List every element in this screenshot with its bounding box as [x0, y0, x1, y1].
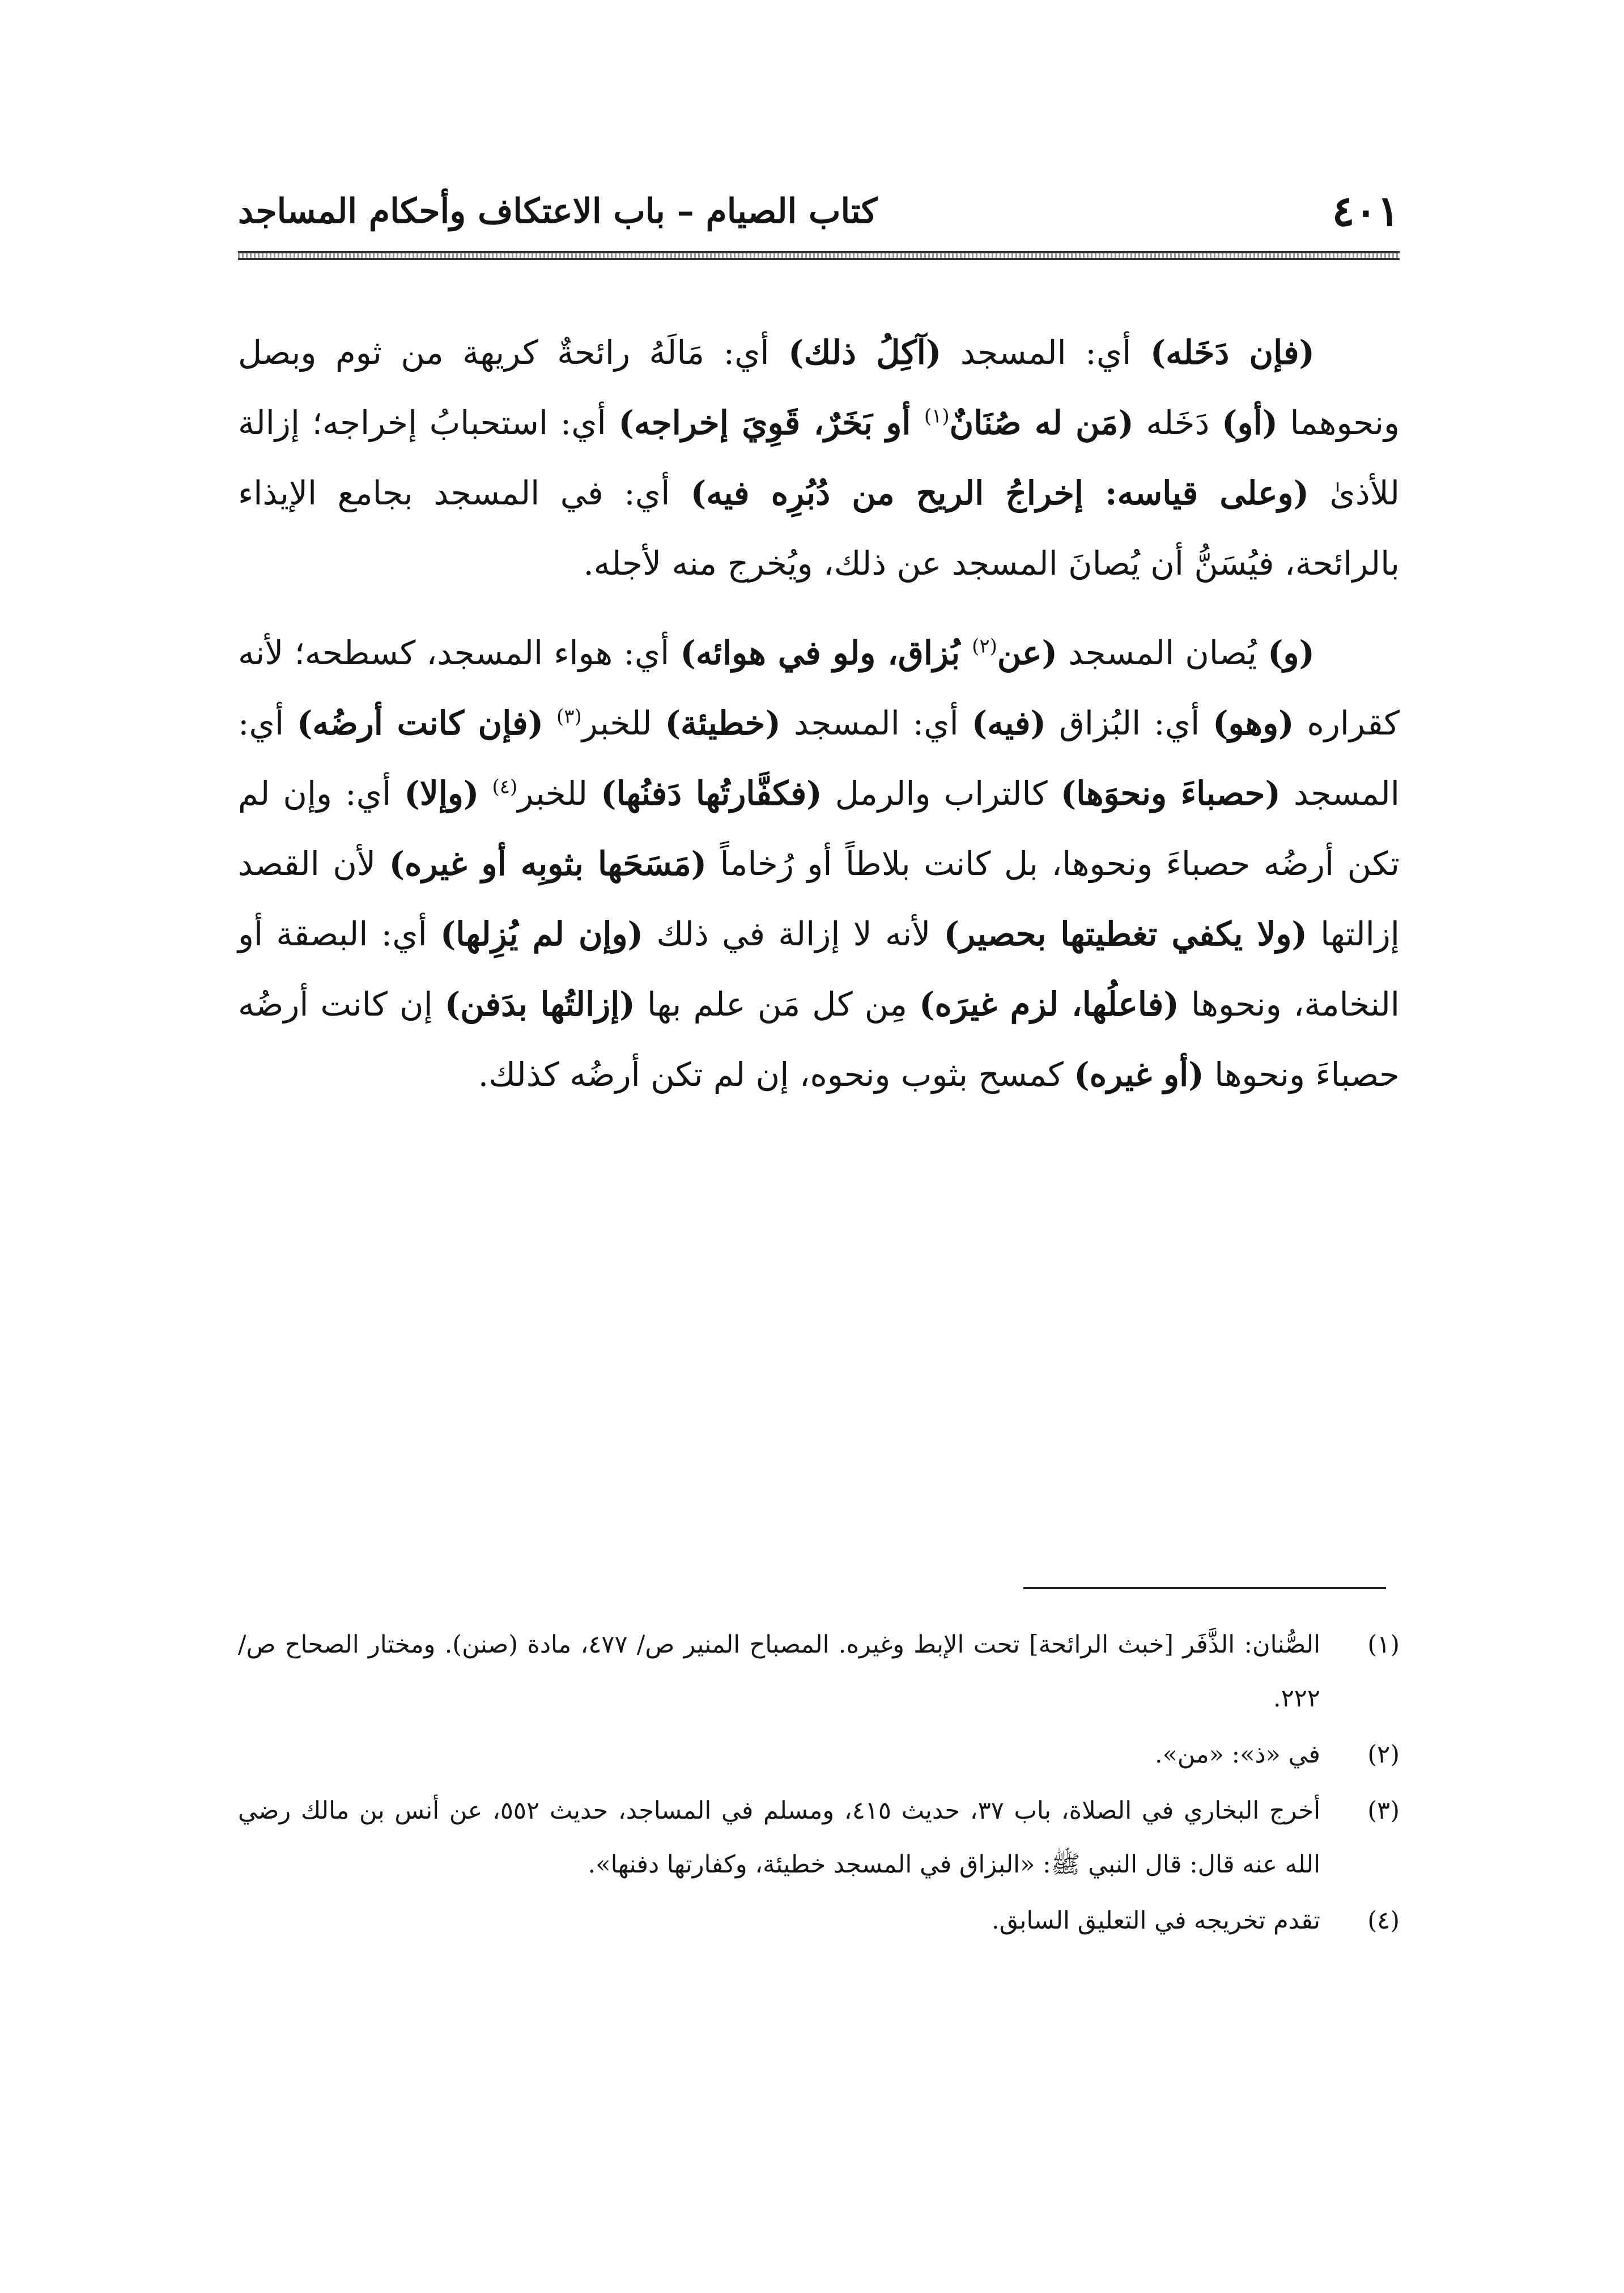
- footnote-item: [238, 1618, 1400, 1726]
- commentary-text: دَخَله: [1133, 404, 1222, 442]
- commentary-text: أي: وإن لم تكن أرضُه حصباءَ ونحوها، بل كانت بلاطاً أو رُخاماً: [238, 774, 1400, 883]
- bold-quote: (خطيئة): [665, 704, 781, 742]
- footnote-text: الصُّنان: الذَّفَر [خبث الرائحة] تحت الإبط وغيره. المصباح المنير ص/ ٤٧٧، مادة (صنن). ومختار الصحاح ص/ ٢٢٢.: [238, 1630, 1321, 1713]
- footnote-ref: (٣): [556, 705, 582, 728]
- footnote-ref: (١): [924, 405, 950, 428]
- bold-quote: (و): [1268, 634, 1315, 672]
- bold-quote: (حصباءَ ونحوَها): [1060, 774, 1281, 813]
- bold-quote: (أو غيره): [1074, 1055, 1204, 1094]
- paragraph: [238, 317, 1400, 598]
- commentary-text: أي: هواء المسجد، كسطحه؛ لأنه كقراره: [238, 634, 1400, 742]
- commentary-text: للخبر: [581, 704, 665, 742]
- commentary-text: للخبر: [517, 774, 601, 813]
- commentary-text: [543, 704, 556, 742]
- footnote-text: تقدم تخريجه في التعليق السابق.: [991, 1906, 1320, 1935]
- bold-quote: (وهو): [1213, 704, 1294, 742]
- commentary-text: أي: المسجد: [780, 704, 972, 742]
- commentary-text: أي: استحبابُ إخراجه؛ إزالة للأذىٰ: [238, 404, 1400, 512]
- footnote-text: في «ذ»: «من».: [1154, 1740, 1320, 1769]
- footnote-number: (٢): [1367, 1740, 1400, 1769]
- bold-quote: (فإن دَخَله): [1150, 333, 1315, 372]
- footnote-text: أخرج البخاري في الصلاة، باب ٣٧، حديث ٤١٥، ومسلم في المساجد، حديث ٥٥٢، عن أنس بن مالك رضي الله عنه قال: قال النبي ﷺ: «البزاق في المسجد خطيئة، وكفارتها دفنها».: [238, 1797, 1321, 1879]
- bold-quote: (إزالتُها بدَفن): [444, 985, 635, 1024]
- commentary-text: [479, 774, 492, 813]
- commentary-text: أي: في المسجد بجامع الإيذاء بالرائحة، فيُسَنُّ أن يُصانَ المسجد عن ذلك، ويُخرج منه لأجله.: [238, 474, 1400, 583]
- bold-quote: (وعلى قياسه: إخراجُ الريح من دُبُرِه فيه): [690, 474, 1310, 512]
- bold-quote: (فاعلُها، لزم غيرَه): [919, 985, 1179, 1024]
- commentary-text: يُصان المسجد: [1057, 634, 1268, 672]
- bold-quote: (أو): [1222, 404, 1278, 442]
- commentary-text: مِن كل مَن علم بها: [635, 985, 920, 1024]
- footnote-number: (١): [1367, 1630, 1400, 1659]
- commentary-text: أي: البُزاق: [1045, 704, 1213, 742]
- bold-quote: (وإن لم يُزِلها): [440, 915, 644, 953]
- running-title: كتاب الصيام – باب الاعتكاف وأحكام المساجد: [238, 192, 878, 231]
- paragraph: [238, 618, 1400, 1110]
- commentary-text: أي: البصقة أو النخامة، ونحوها: [238, 915, 1400, 1024]
- commentary-text: لأن القصد إزالتها: [238, 844, 1400, 953]
- footnote-item: [238, 1728, 1400, 1782]
- footnote-number: (٣): [1367, 1797, 1400, 1825]
- bold-quote: أو بَخَرٌ، قَوِيَ إخراجه): [618, 404, 924, 442]
- main-text: [238, 317, 1400, 1129]
- bold-quote: (ولا يكفي تغطيتها بحصير): [943, 915, 1307, 953]
- footnote-separator: [1023, 1587, 1386, 1589]
- bold-quote: (عن: [997, 634, 1058, 672]
- page-header: [238, 180, 1400, 243]
- commentary-text: إن كانت أرضُه حصباءَ ونحوها: [238, 985, 1400, 1094]
- bold-quote: (مَسَحَها بثوبِه أو غيره): [389, 844, 707, 883]
- bold-quote: (آكِلُ ذلك): [788, 333, 942, 372]
- header-rule: [238, 251, 1400, 260]
- bold-quote: (مَن له صُنَانٌ: [949, 404, 1134, 442]
- bold-quote: (فيه): [971, 704, 1046, 742]
- commentary-text: أي: المسجد: [941, 333, 1150, 372]
- footnote-ref: (٢): [972, 635, 997, 658]
- footnotes: [238, 1618, 1400, 1950]
- commentary-text: كالتراب والرمل: [822, 774, 1061, 813]
- commentary-text: أي: المسجد: [238, 704, 1400, 813]
- bold-quote: (فكفَّارتُها دَفنُها): [601, 774, 822, 813]
- footnote-item: [238, 1784, 1400, 1892]
- bold-quote: (وإلا): [404, 774, 479, 813]
- footnote-ref: (٤): [492, 775, 518, 799]
- page-number: ٤٠١: [1332, 187, 1400, 236]
- commentary-text: أي: مَالَهُ رائحةٌ كريهة من ثوم وبصل ونحوهما: [238, 333, 1400, 442]
- bold-quote: بُزاق، ولو في هوائه): [680, 634, 972, 672]
- commentary-text: لأنه لا إزالة في ذلك: [643, 915, 944, 953]
- bold-quote: (فإن كانت أرضُه): [296, 704, 544, 742]
- footnote-number: (٤): [1367, 1906, 1400, 1935]
- commentary-text: كمسح بثوب ونحوه، إن لم تكن أرضُه كذلك.: [478, 1055, 1074, 1094]
- footnote-item: [238, 1894, 1400, 1948]
